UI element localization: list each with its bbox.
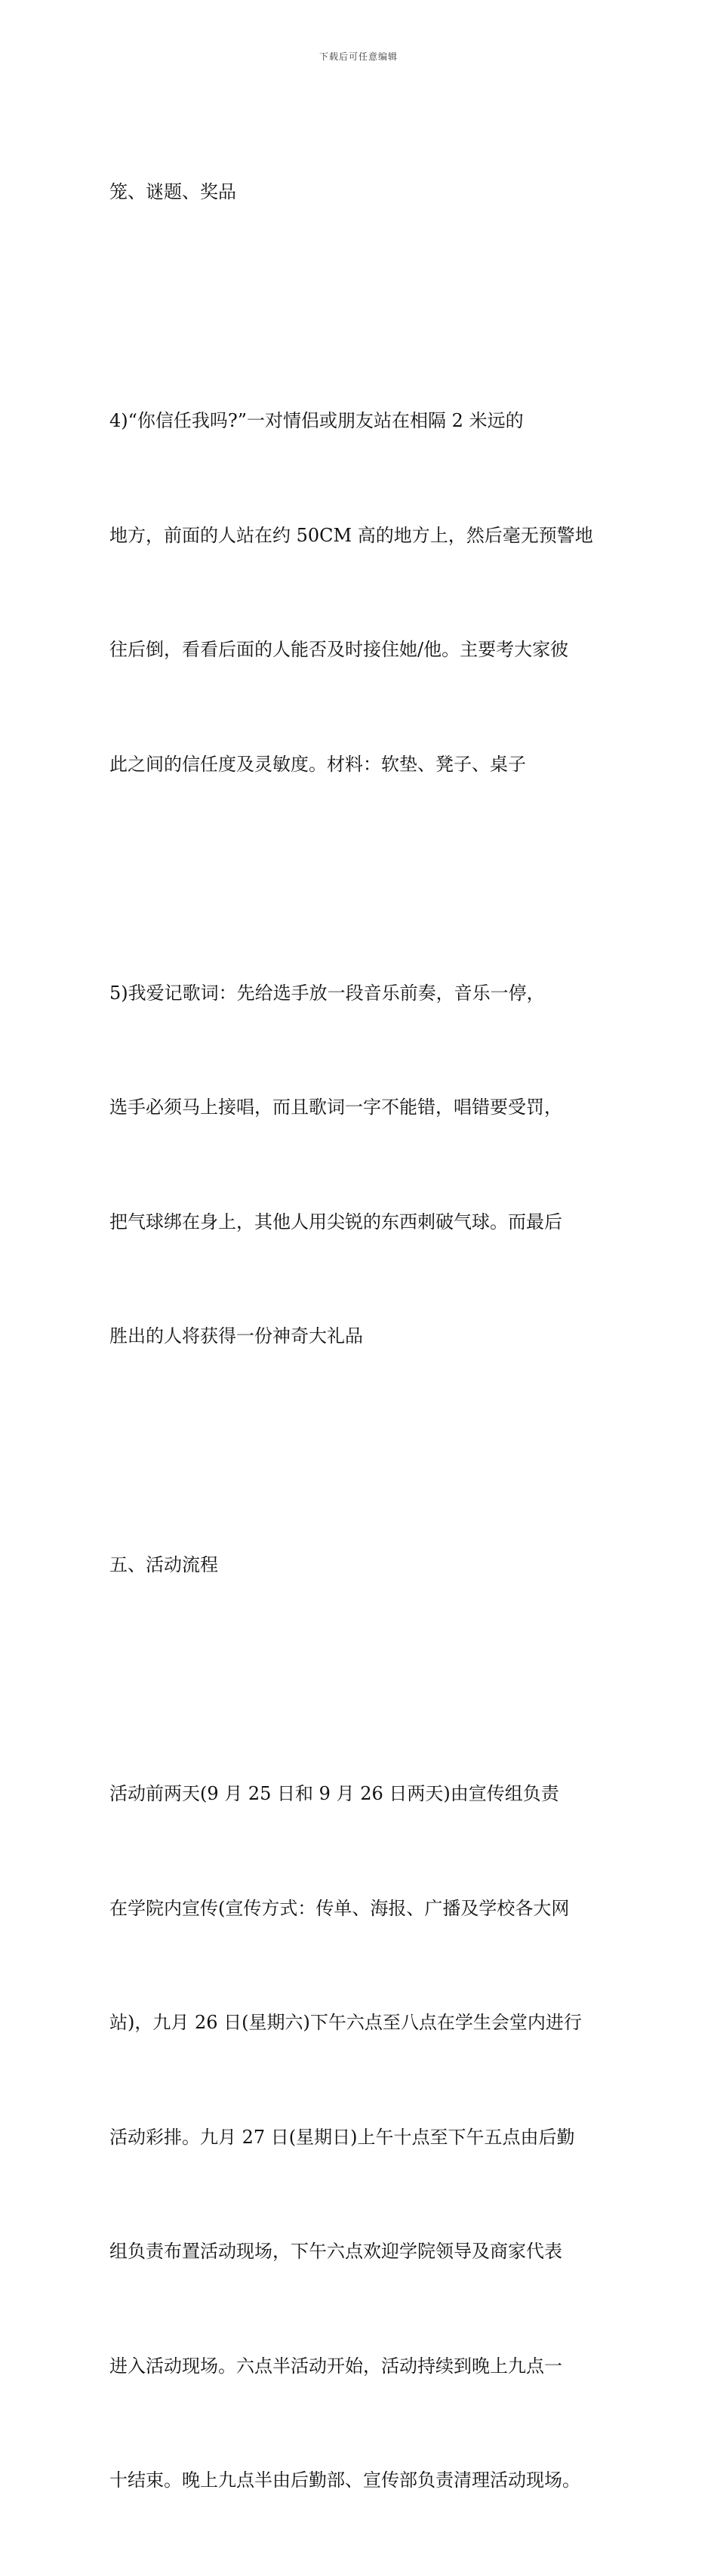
text-line: 笼、谜题、奖品 (109, 181, 236, 202)
paragraph-trust-game (109, 325, 630, 859)
text-line: 站)，九月 26 日(星期六)下午六点至八点在学生会堂内进行 (109, 2012, 582, 2033)
text-line: 胜出的人将获得一份神奇大礼品 (109, 1325, 363, 1347)
paragraph-lyrics-game (109, 898, 630, 1432)
text-line: 选手必须马上接唱，而且歌词一字不能错，唱错要受罚， (109, 1097, 562, 1118)
document-body (109, 97, 630, 2576)
section-heading-activity-flow (109, 1470, 630, 1661)
paragraph-gap (109, 1661, 630, 1699)
text-line: 地方，前面的人站在约 50CM 高的地方上，然后毫无预警地 (109, 524, 593, 546)
paragraph-prizes (109, 97, 630, 288)
paragraph-gap (109, 1432, 630, 1470)
text-line: 五、活动流程 (109, 1554, 218, 1575)
paragraph-gap (109, 288, 630, 326)
page-header: 下载后可任意编辑 (318, 51, 398, 62)
text-line: 把气球绑在身上，其他人用尖锐的东西刺破气球。而最后 (109, 1211, 562, 1232)
text-line: 5)我爱记歌词：先给选手放一段音乐前奏，音乐一停， (109, 982, 545, 1004)
text-line: 活动前两天(9 月 25 日和 9 月 26 日两天)由宣传组负责 (109, 1783, 559, 1804)
text-line: 组负责布置活动现场，下午六点欢迎学院领导及商家代表 (109, 2241, 562, 2262)
text-line: 十结束。晚上九点半由后勤部、宣传部负责清理活动现场。 (109, 2470, 580, 2491)
text-line: 4)“你信任我吗?”一对情侣或朋友站在相隔 2 米远的 (109, 410, 524, 431)
text-line: 往后倒，看看后面的人能否及时接住她/他。主要考大家彼 (109, 639, 569, 660)
text-line: 进入活动现场。六点半活动开始，活动持续到晚上九点一 (109, 2355, 562, 2377)
text-line: 此之间的信任度及灵敏度。材料：软垫、凳子、桌子 (109, 753, 526, 775)
paragraph-activity-flow (109, 1698, 630, 2576)
text-line: 在学院内宣传(宣传方式：传单、海报、广播及学校各大网 (109, 1897, 570, 1919)
text-line: 活动彩排。九月 27 日(星期日)上午十点至下午五点由后勤 (109, 2126, 575, 2148)
paragraph-gap (109, 859, 630, 898)
